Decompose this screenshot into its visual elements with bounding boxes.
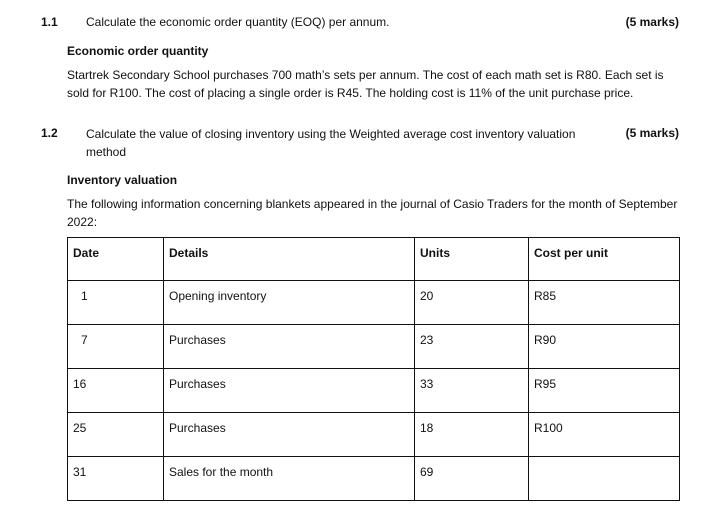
cell-cost: R95 bbox=[529, 369, 680, 413]
cell-cost: R100 bbox=[529, 413, 680, 457]
cell-cost: R90 bbox=[529, 325, 680, 369]
cell-details: Purchases bbox=[164, 325, 415, 369]
header-details: Details bbox=[164, 238, 415, 281]
question-text-1-1: Calculate the economic order quantity (EOQ) per annum. bbox=[86, 15, 390, 29]
paragraph-eoq bbox=[67, 66, 687, 102]
cell-units: 33 bbox=[415, 369, 529, 413]
header-units: Units bbox=[415, 238, 529, 281]
table-row bbox=[68, 413, 680, 457]
question-text-1-2-line-1: Calculate the value of closing inventory using the Weighted average cost inventory valuation bbox=[86, 127, 576, 141]
cell-date: 25 bbox=[68, 413, 164, 457]
table-header-row bbox=[68, 238, 680, 281]
cell-cost: R85 bbox=[529, 281, 680, 325]
question-number-1-2: 1.2 bbox=[41, 126, 58, 140]
paragraph-inventory bbox=[67, 195, 687, 231]
inventory-table bbox=[67, 237, 680, 501]
cell-units: 18 bbox=[415, 413, 529, 457]
paragraph-eoq-line-2: sold for R100. The cost of placing a single order is R45. The holding cost is 11% of the unit purchase price. bbox=[67, 86, 634, 100]
cell-date: 7 bbox=[68, 325, 164, 369]
question-text-1-2 bbox=[86, 125, 616, 161]
question-number-1-1: 1.1 bbox=[41, 15, 58, 29]
cell-cost bbox=[529, 457, 680, 501]
paragraph-inventory-line-2: 2022: bbox=[67, 215, 98, 229]
cell-details: Sales for the month bbox=[164, 457, 415, 501]
table-row bbox=[68, 281, 680, 325]
cell-date: 31 bbox=[68, 457, 164, 501]
marks-1-2: (5 marks) bbox=[625, 126, 679, 140]
cell-date: 16 bbox=[68, 369, 164, 413]
heading-eoq: Economic order quantity bbox=[67, 44, 209, 58]
cell-units: 69 bbox=[415, 457, 529, 501]
question-text-1-2-line-2: method bbox=[86, 145, 127, 159]
header-date: Date bbox=[68, 238, 164, 281]
cell-details: Purchases bbox=[164, 413, 415, 457]
cell-date: 1 bbox=[68, 281, 164, 325]
heading-inventory-valuation: Inventory valuation bbox=[67, 173, 178, 187]
cell-units: 23 bbox=[415, 325, 529, 369]
marks-1-1: (5 marks) bbox=[625, 15, 679, 29]
cell-details: Opening inventory bbox=[164, 281, 415, 325]
cell-details: Purchases bbox=[164, 369, 415, 413]
table-row bbox=[68, 369, 680, 413]
paragraph-inventory-line-1: The following information concerning blankets appeared in the journal of Casio Traders for the month of September bbox=[67, 197, 678, 211]
cell-units: 20 bbox=[415, 281, 529, 325]
table-row bbox=[68, 325, 680, 369]
header-cost-per-unit: Cost per unit bbox=[529, 238, 680, 281]
table-row bbox=[68, 457, 680, 501]
paragraph-eoq-line-1: Startrek Secondary School purchases 700 math’s sets per annum. The cost of each math set is R80. Each set is bbox=[67, 68, 664, 82]
